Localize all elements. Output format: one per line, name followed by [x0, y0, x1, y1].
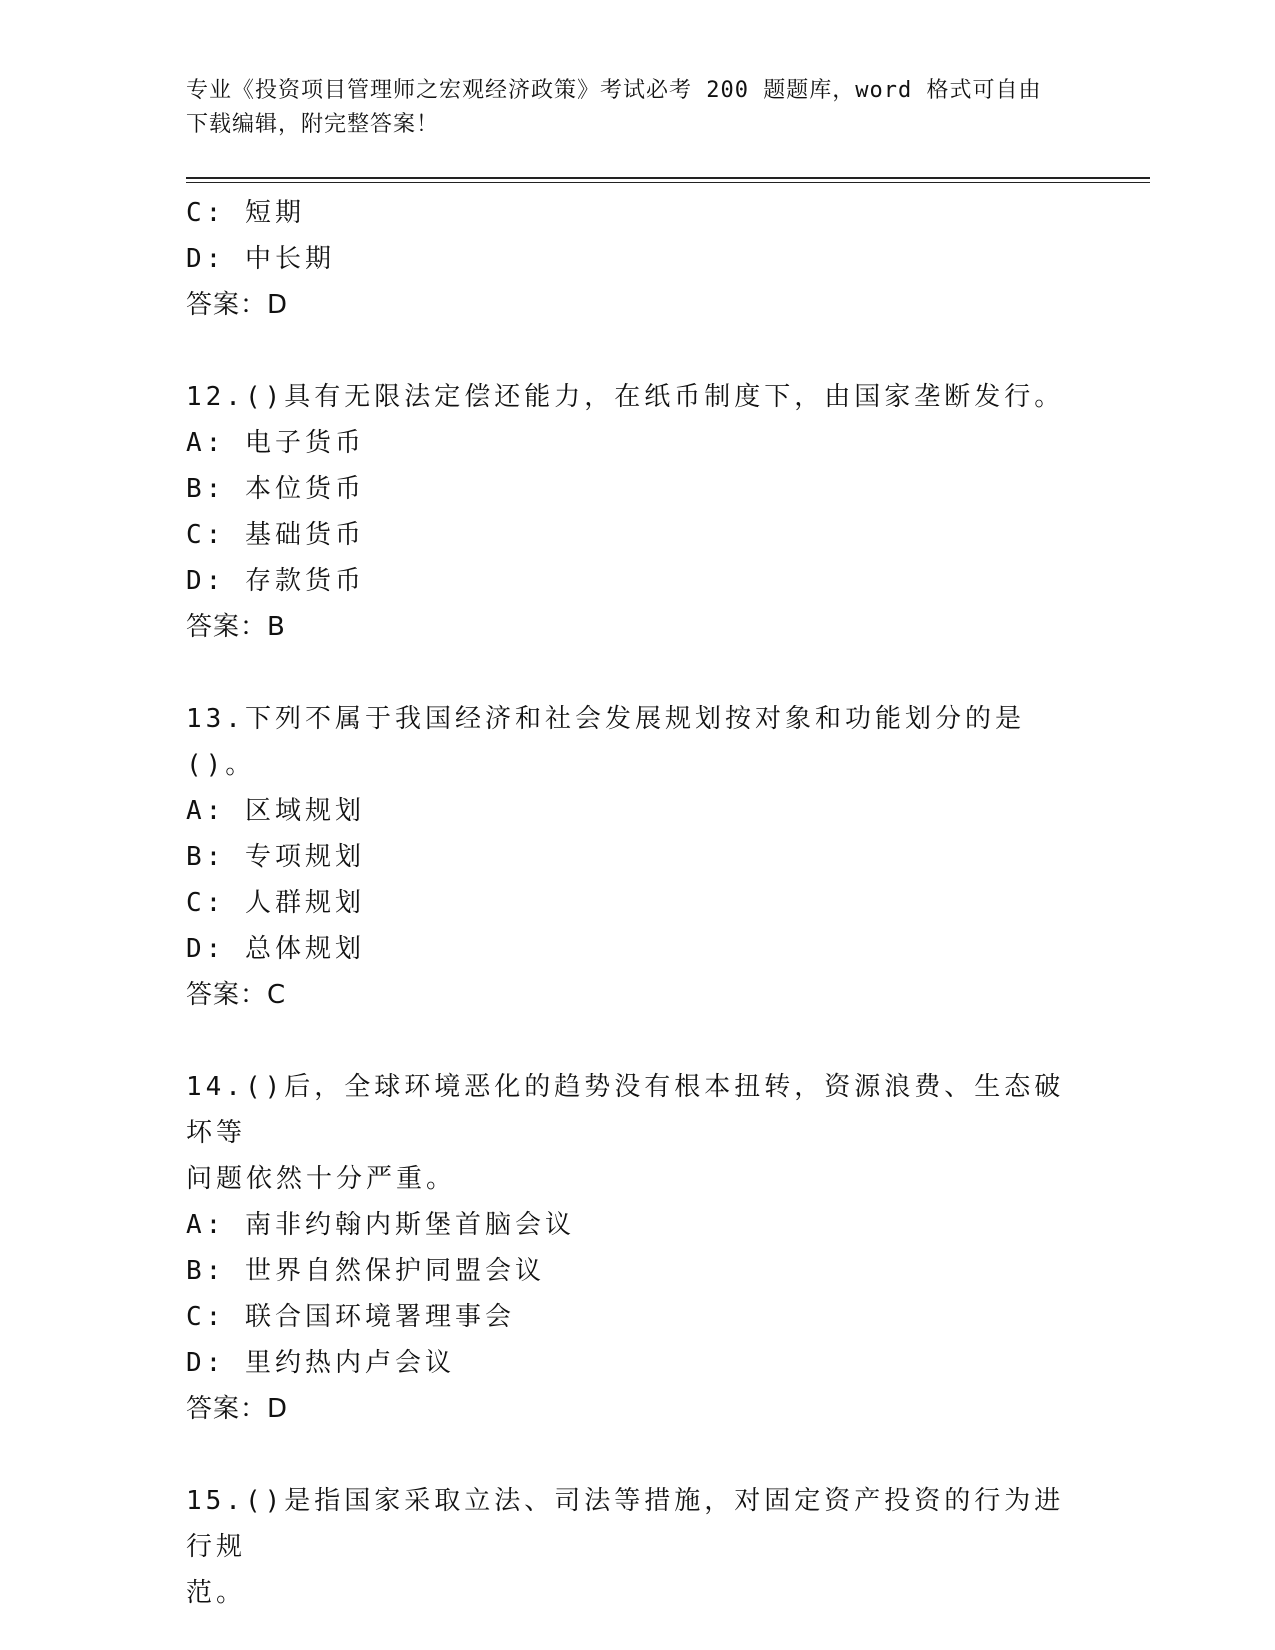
question-14 [186, 1064, 1086, 1432]
spacer [186, 1432, 1086, 1478]
document-header [186, 74, 1086, 142]
option-b: B: 专项规划 [186, 842, 365, 872]
spacer [186, 1018, 1086, 1064]
spacer [186, 328, 1086, 374]
option-c: C: 人群规划 [186, 888, 365, 918]
question-13 [186, 696, 1086, 1018]
question-15 [186, 1478, 1086, 1616]
answer-line: 答案：D [186, 290, 289, 320]
option-a: A: 区域规划 [186, 796, 365, 826]
option-c: C: 基础货币 [186, 520, 365, 550]
question-stem-line-1: 15.()是指国家采取立法、司法等措施，对固定资产投资的行为进行规 [186, 1486, 1065, 1562]
question-list [186, 190, 1086, 1616]
option-d: D: 总体规划 [186, 934, 365, 964]
answer-line: 答案：C [186, 980, 287, 1010]
answer-line: 答案：D [186, 1394, 289, 1424]
answer-line: 答案：B [186, 612, 286, 642]
option-b: B: 世界自然保护同盟会议 [186, 1256, 545, 1286]
option-b: B: 本位货币 [186, 474, 365, 504]
option-a: A: 电子货币 [186, 428, 365, 458]
option-d: D: 里约热内卢会议 [186, 1348, 455, 1378]
spacer [186, 650, 1086, 696]
header-line-1: 专业《投资项目管理师之宏观经济政策》考试必考 200 题题库，word 格式可自由 [186, 78, 1042, 103]
header-rule-thin [186, 182, 1150, 183]
header-rule-thick [186, 177, 1150, 179]
option-c: C: 联合国环境署理事会 [186, 1302, 515, 1332]
option-a: A: 南非约翰内斯堡首脑会议 [186, 1210, 575, 1240]
question-stem: 12.()具有无限法定偿还能力，在纸币制度下，由国家垄断发行。 [186, 382, 1065, 412]
question-12 [186, 374, 1086, 650]
option-d: D: 中长期 [186, 244, 335, 274]
option-d: D: 存款货币 [186, 566, 365, 596]
question-11-tail [186, 190, 1086, 328]
question-stem-line-2: 问题依然十分严重。 [186, 1164, 457, 1194]
option-c: C: 短期 [186, 198, 305, 228]
question-stem-line-1: 14.()后，全球环境恶化的趋势没有根本扭转，资源浪费、生态破坏等 [186, 1072, 1065, 1148]
question-stem-line-2: 范。 [186, 1578, 247, 1608]
question-stem: 13.下列不属于我国经济和社会发展规划按对象和功能划分的是()。 [186, 704, 1025, 780]
header-line-2: 下载编辑，附完整答案！ [186, 112, 440, 137]
